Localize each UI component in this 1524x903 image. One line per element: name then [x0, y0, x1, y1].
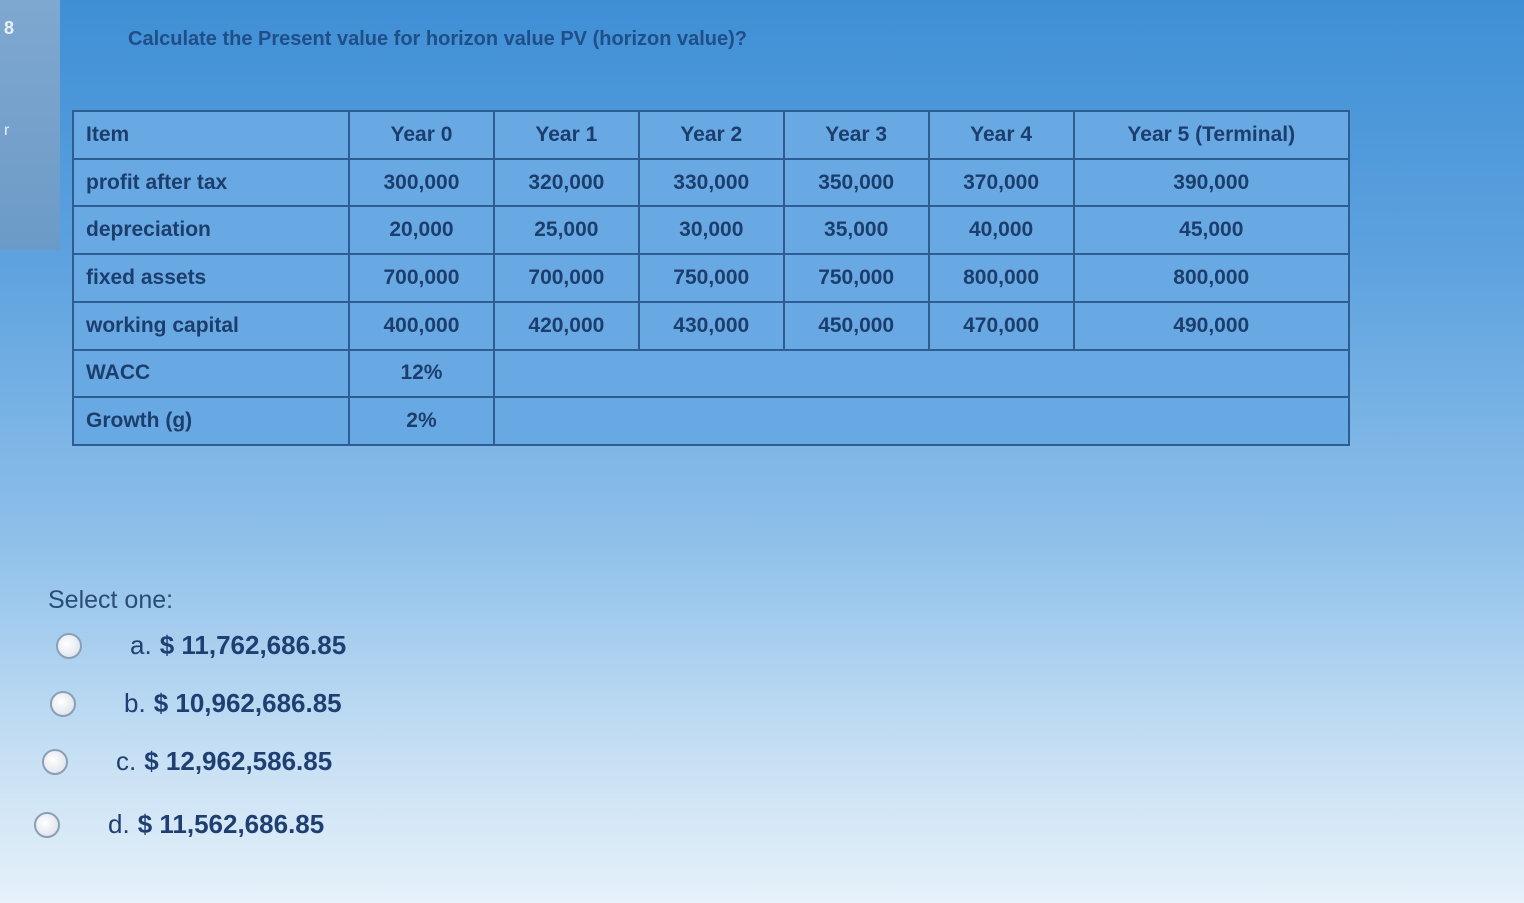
table-cell: 30,000: [639, 206, 784, 254]
growth-row: [73, 397, 1349, 445]
table-cell: 470,000: [929, 302, 1074, 350]
growth-value: 2%: [349, 397, 494, 445]
empty-cell: [494, 397, 1349, 445]
header-cell: Year 4: [929, 111, 1074, 159]
growth-label: Growth (g): [73, 397, 349, 445]
table-cell: 450,000: [784, 302, 929, 350]
row-label: depreciation: [73, 206, 349, 254]
question-text: Calculate the Present value for horizon value PV (horizon value)?: [128, 28, 748, 50]
row-label: profit after tax: [73, 159, 349, 207]
table-cell: 700,000: [494, 254, 639, 302]
table-header-row: [73, 111, 1349, 159]
table-row: [73, 302, 1349, 350]
table-cell: 35,000: [784, 206, 929, 254]
table-cell: 40,000: [929, 206, 1074, 254]
header-cell: Year 2: [639, 111, 784, 159]
table-cell: 800,000: [929, 254, 1074, 302]
table-row: [73, 159, 1349, 207]
option-text: $ 12,962,586.85: [144, 746, 333, 776]
option-text: $ 10,962,686.85: [153, 688, 342, 718]
table-row: [73, 206, 1349, 254]
table-cell: 350,000: [784, 159, 929, 207]
table-cell: 750,000: [784, 254, 929, 302]
option-letter: d.: [108, 809, 130, 839]
wacc-row: [73, 350, 1349, 398]
select-one-label: Select one:: [48, 586, 174, 614]
empty-cell: [494, 350, 1349, 398]
question-info-panel: [0, 0, 60, 250]
header-cell: Year 1: [494, 111, 639, 159]
header-cell: Item: [73, 111, 349, 159]
radio-button-icon[interactable]: [42, 749, 68, 775]
radio-button-icon[interactable]: [50, 691, 76, 717]
question-number: 8: [4, 18, 15, 38]
radio-button-icon[interactable]: [34, 812, 60, 838]
financial-data-table: [72, 110, 1350, 446]
question-flag-text: r: [4, 122, 10, 139]
wacc-label: WACC: [73, 350, 349, 398]
table-cell: 25,000: [494, 206, 639, 254]
answer-option-d[interactable]: [34, 809, 324, 840]
header-cell: Year 3: [784, 111, 929, 159]
table-cell: 490,000: [1074, 302, 1349, 350]
table-cell: 20,000: [349, 206, 494, 254]
row-label: working capital: [73, 302, 349, 350]
table-cell: 750,000: [639, 254, 784, 302]
answer-option-c[interactable]: [42, 746, 332, 777]
answer-option-b[interactable]: [50, 688, 342, 719]
table-cell: 370,000: [929, 159, 1074, 207]
table-cell: 420,000: [494, 302, 639, 350]
header-cell: Year 5 (Terminal): [1074, 111, 1349, 159]
radio-button-icon[interactable]: [56, 633, 82, 659]
option-letter: b.: [124, 688, 146, 718]
table-cell: 700,000: [349, 254, 494, 302]
option-text: $ 11,762,686.85: [159, 630, 347, 660]
table-row: [73, 254, 1349, 302]
table-cell: 430,000: [639, 302, 784, 350]
answer-option-a[interactable]: [56, 630, 346, 661]
table-cell: 800,000: [1074, 254, 1349, 302]
table-cell: 400,000: [349, 302, 494, 350]
option-text: $ 11,562,686.85: [137, 809, 325, 839]
table-cell: 45,000: [1074, 206, 1349, 254]
option-letter: c.: [116, 746, 137, 776]
table-cell: 300,000: [349, 159, 494, 207]
option-letter: a.: [130, 630, 152, 660]
table-cell: 390,000: [1074, 159, 1349, 207]
table-cell: 330,000: [639, 159, 784, 207]
header-cell: Year 0: [349, 111, 494, 159]
table-cell: 320,000: [494, 159, 639, 207]
row-label: fixed assets: [73, 254, 349, 302]
wacc-value: 12%: [349, 350, 494, 398]
